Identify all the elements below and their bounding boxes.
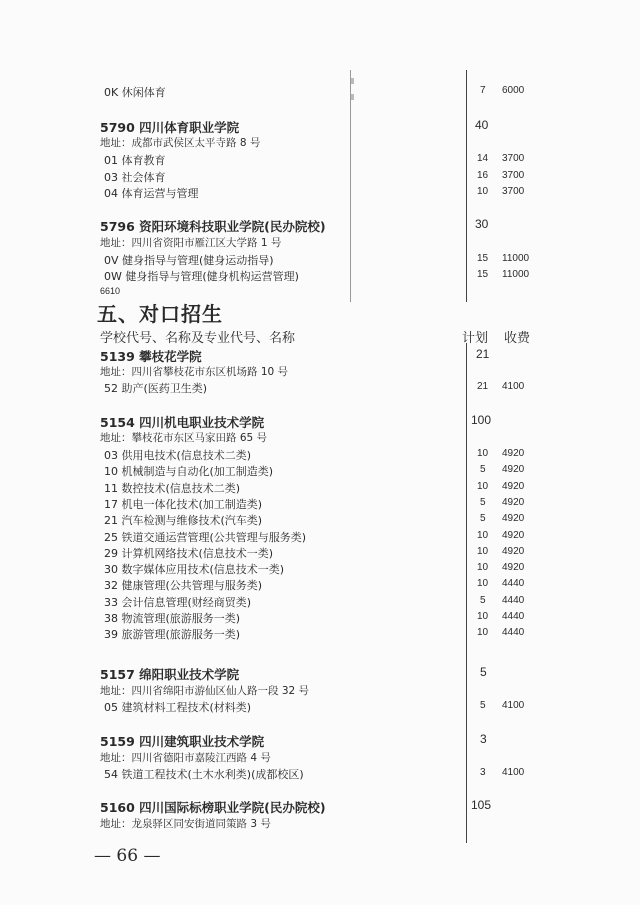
major-row: 29 计算机网络技术(信息技术一类): [104, 547, 274, 560]
school-address-5159: 地址：四川省德阳市嘉陵江西路 4 号: [100, 752, 271, 764]
plan-value: 10: [477, 578, 489, 589]
school-total-5159: 3: [480, 732, 487, 746]
fee-value: 4920: [502, 562, 525, 573]
major-row: 03 供用电技术(信息技术二类): [104, 449, 252, 462]
fee-value: 4440: [502, 627, 525, 638]
plan-value: 10: [477, 530, 489, 541]
table-header-plan: 计划: [462, 331, 489, 346]
plan-column-rule-lower: [466, 343, 467, 843]
school-name-5159: 5159 四川建筑职业技术学院: [100, 734, 265, 749]
page-number: — 66 —: [94, 846, 161, 866]
plan-value: 15: [477, 269, 489, 280]
page-code: 6610: [100, 286, 121, 296]
school-total-5154: 100: [471, 413, 492, 427]
major-row: 30 数字媒体应用技术(信息技术一类): [104, 563, 285, 576]
fee-value: 4920: [502, 530, 525, 541]
major-row: 52 助产(医药卫生类): [104, 382, 208, 395]
plan-value: 5: [480, 497, 486, 508]
major-row: 11 数控技术(信息技术二类): [104, 482, 241, 495]
plan-value: 5: [480, 700, 486, 711]
fee-value: 4920: [502, 497, 525, 508]
major-row: 04 体育运营与管理: [104, 187, 199, 200]
fee-value: 3700: [502, 153, 525, 164]
scan-mark: [351, 78, 354, 84]
school-name-5157: 5157 绵阳职业技术学院: [100, 667, 240, 682]
fee-value: 11000: [502, 253, 530, 264]
fee-value: 4100: [502, 381, 525, 392]
section-title: 五、对口招生: [97, 302, 223, 326]
school-name-5796: 5796 资阳环境科技职业学院(民办院校): [100, 219, 326, 234]
plan-value: 5: [480, 464, 486, 475]
fee-value: 4440: [502, 578, 525, 589]
major-row: 33 会计信息管理(财经商贸类): [104, 596, 252, 609]
plan-value: 10: [477, 481, 489, 492]
major-row: 38 物流管理(旅游服务一类): [104, 612, 241, 625]
fee-value: 4920: [502, 448, 525, 459]
school-address-5139: 地址：四川省攀枝花市东区机场路 10 号: [100, 366, 289, 378]
plan-value: 16: [477, 170, 489, 181]
major-row: 10 机械制造与自动化(加工制造类): [104, 465, 274, 478]
plan-value: 10: [477, 448, 489, 459]
table-header-fee: 收费: [504, 331, 531, 346]
major-row: 25 铁道交通运营管理(公共管理与服务类): [104, 531, 307, 544]
major-row: 54 铁道工程技术(土木水利类)(成都校区): [104, 768, 304, 781]
school-address-5154: 地址：攀枝花市东区马家田路 65 号: [100, 432, 268, 444]
fee-value: 4440: [502, 611, 525, 622]
plan-value: 10: [477, 186, 489, 197]
fee-value: 4100: [502, 700, 525, 711]
plan-value: 10: [477, 627, 489, 638]
school-name-5139: 5139 攀枝花学院: [100, 349, 202, 364]
major-row: 05 建筑材料工程技术(材料类): [104, 701, 252, 714]
major-row: 03 社会体育: [104, 171, 166, 184]
major-row: 39 旅游管理(旅游服务一类): [104, 628, 241, 641]
school-name-5154: 5154 四川机电职业技术学院: [100, 415, 265, 430]
plan-column-rule: [466, 70, 467, 302]
plan-value: 5: [480, 513, 486, 524]
major-row: 32 健康管理(公共管理与服务类): [104, 579, 263, 592]
plan-value: 10: [477, 562, 489, 573]
major-row: 0W 健身指导与管理(健身机构运营管理): [104, 270, 299, 283]
fee-value: 4920: [502, 546, 525, 557]
scan-mark: [351, 94, 354, 100]
fee-value: 11000: [502, 269, 530, 280]
major-row: 01 体育教育: [104, 154, 166, 167]
fee-value: 4920: [502, 464, 525, 475]
fee-value: 4920: [502, 513, 525, 524]
plan-value: 21: [477, 381, 489, 392]
margin-rule: [350, 70, 351, 302]
plan-value: 3: [480, 767, 486, 778]
school-name-5790: 5790 四川体育职业学院: [100, 120, 240, 135]
plan-value: 10: [477, 546, 489, 557]
school-address-5796: 地址：四川省资阳市雁江区大学路 1 号: [100, 237, 282, 249]
table-header-school: 学校代号、名称及专业代号、名称: [100, 331, 296, 346]
fee-value: 3700: [502, 170, 525, 181]
plan-value: 7: [480, 85, 486, 96]
major-row: 21 汽车检测与维修技术(汽车类): [104, 514, 263, 527]
fee-value: 4920: [502, 481, 525, 492]
plan-value: 10: [477, 611, 489, 622]
school-total-5796: 30: [475, 217, 489, 231]
major-row: 0V 健身指导与管理(健身运动指导): [104, 254, 274, 267]
school-total-5139: 21: [476, 347, 490, 361]
plan-value: 15: [477, 253, 489, 264]
major-row: 17 机电一体化技术(加工制造类): [104, 498, 263, 511]
school-total-5160: 105: [471, 798, 492, 812]
school-total-5790: 40: [475, 118, 489, 132]
school-total-5157: 5: [480, 665, 487, 679]
plan-value: 5: [480, 595, 486, 606]
school-name-5160: 5160 四川国际标榜职业学院(民办院校): [100, 800, 326, 815]
fee-value: 4100: [502, 767, 525, 778]
school-address-5157: 地址：四川省绵阳市游仙区仙人路一段 32 号: [100, 685, 310, 697]
school-address-5790: 地址：成都市武侯区太平寺路 8 号: [100, 137, 261, 149]
fee-value: 3700: [502, 186, 525, 197]
fee-value: 6000: [502, 85, 525, 96]
plan-value: 14: [477, 153, 489, 164]
school-address-5160: 地址：龙泉驿区同安街道同策路 3 号: [100, 818, 271, 830]
fee-value: 4440: [502, 595, 525, 606]
major-row-0k: 0K 休闲体育: [104, 86, 166, 99]
